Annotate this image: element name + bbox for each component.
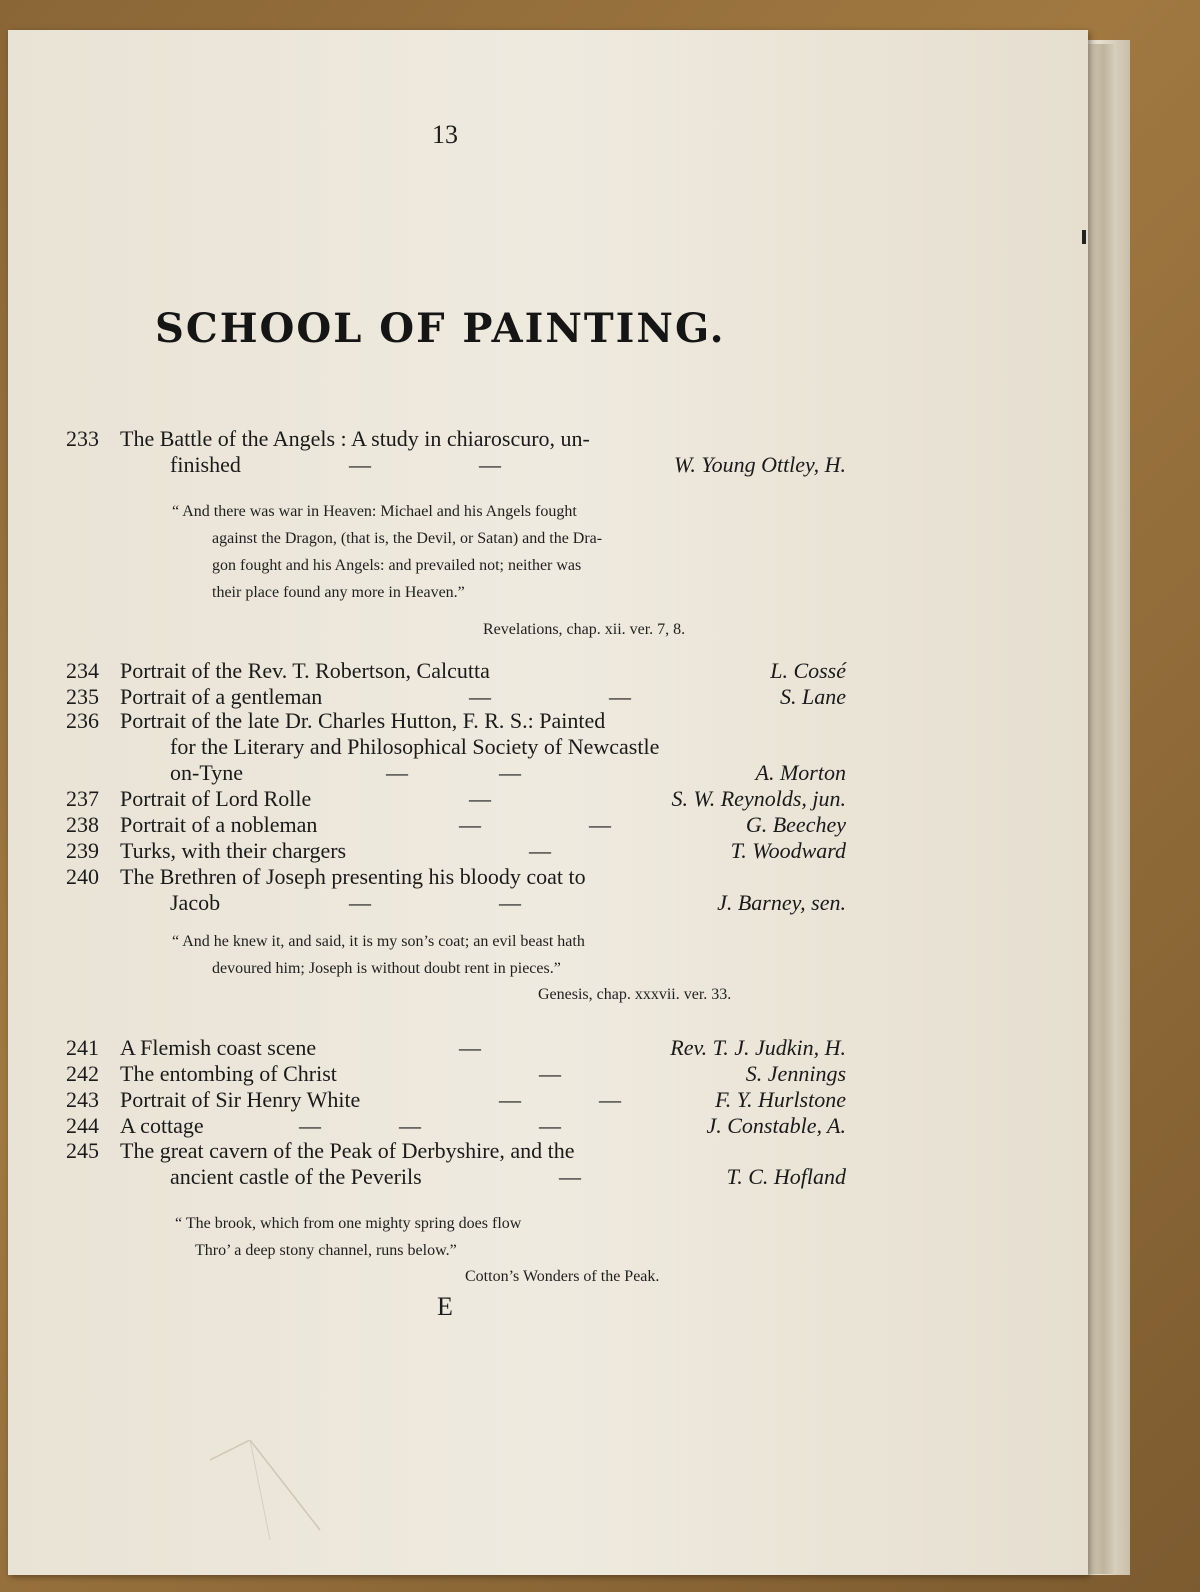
leader-dash: —: [386, 760, 408, 785]
entry-title: Portrait of the Rev. T. Robertson, Calcutta: [120, 658, 490, 683]
entry-number: 240: [66, 864, 99, 889]
entry-number: 241: [66, 1035, 99, 1060]
entry-number: 245: [66, 1138, 99, 1163]
entry-number: 238: [66, 812, 99, 837]
entry-number: 243: [66, 1087, 99, 1112]
catalogue-entry: [66, 426, 846, 478]
leader-dash: —: [459, 1035, 481, 1060]
artist-name: F. Y. Hurlstone: [715, 1087, 846, 1112]
entry-number: 239: [66, 838, 99, 863]
catalogue-entry: [66, 1138, 846, 1190]
entry-title-continued: ancient castle of the Peverils: [170, 1164, 422, 1189]
leader-dash: —: [559, 1164, 581, 1189]
quote-line: “ The brook, which from one mighty spring does flow: [175, 1215, 522, 1232]
artist-name: J. Barney, sen.: [717, 890, 846, 915]
leader-dash: —: [469, 684, 491, 709]
catalogue-entry: [66, 1087, 846, 1113]
quote-line: their place found any more in Heaven.”: [212, 584, 465, 601]
catalogue-entry: [66, 838, 846, 864]
entry-number: 244: [66, 1113, 99, 1138]
section-title: SCHOOL OF PAINTING.: [155, 305, 726, 352]
quotation: [172, 928, 585, 982]
entry-number: 233: [66, 426, 99, 451]
artist-name: L. Cossé: [770, 658, 846, 683]
entry-number: 242: [66, 1061, 99, 1086]
entry-title-continued: on-Tyne: [170, 760, 243, 785]
quote-line: “ And there was war in Heaven: Michael and his Angels fought: [172, 503, 577, 520]
leader-dash: —: [349, 890, 371, 915]
leader-dash: —: [499, 1087, 521, 1112]
leader-dash: —: [539, 1113, 561, 1138]
leader-dash: —: [539, 1061, 561, 1086]
entry-title: The Battle of the Angels : A study in chiaroscuro, un-: [120, 426, 590, 451]
leader-dash: —: [399, 1113, 421, 1138]
page-edge-shadow: [1088, 44, 1114, 1574]
signature-mark: E: [437, 1292, 453, 1321]
artist-name: Rev. T. J. Judkin, H.: [670, 1035, 846, 1060]
entry-title: Turks, with their chargers: [120, 838, 347, 863]
entry-title: Portrait of a gentleman: [120, 684, 323, 709]
entry-title-continued: for the Literary and Philosophical Society of Newcastle: [170, 734, 660, 759]
leader-dash: —: [499, 890, 521, 915]
leader-dash: —: [299, 1113, 321, 1138]
leader-dash: —: [599, 1087, 621, 1112]
entry-title: Portrait of a nobleman: [120, 812, 318, 837]
entry-title-continued: finished: [170, 452, 241, 477]
catalogue-entry: [66, 864, 846, 916]
entry-title: Portrait of Lord Rolle: [120, 786, 312, 811]
entry-number: 236: [66, 708, 99, 733]
entry-title: A Flemish coast scene: [120, 1035, 317, 1060]
artist-name: T. C. Hofland: [726, 1164, 846, 1189]
entry-number: 237: [66, 786, 99, 811]
leader-dash: —: [589, 812, 611, 837]
artist-name: S. Lane: [780, 684, 846, 709]
artist-name: A. Morton: [755, 760, 846, 785]
quote-citation: Cotton’s Wonders of the Peak.: [465, 1268, 660, 1285]
paper-crease: [210, 1440, 330, 1540]
entry-title-continued: Jacob: [170, 890, 221, 915]
catalogue-entry: [66, 812, 846, 838]
leader-dash: —: [349, 452, 371, 477]
artist-name: G. Beechey: [745, 812, 846, 837]
quotation: [172, 498, 602, 606]
quote-line: against the Dragon, (that is, the Devil, or Satan) and the Dra-: [212, 530, 603, 547]
catalogue-entry: [66, 1035, 846, 1061]
leader-dash: —: [459, 812, 481, 837]
quote-line: “ And he knew it, and said, it is my son’s coat; an evil beast hath: [172, 933, 585, 950]
entry-title: The Brethren of Joseph presenting his bloody coat to: [120, 864, 586, 889]
entry-title: A cottage: [120, 1113, 204, 1138]
artist-name: T. Woodward: [730, 838, 846, 863]
catalogue-entry: [66, 658, 846, 684]
entry-title: The entombing of Christ: [120, 1061, 337, 1086]
leader-dash: —: [609, 684, 631, 709]
leader-dash: —: [469, 786, 491, 811]
leader-dash: —: [499, 760, 521, 785]
entry-title: The great cavern of the Peak of Derbyshire, and the: [120, 1138, 575, 1163]
catalogue-entry: [66, 1113, 846, 1139]
leader-dash: —: [479, 452, 501, 477]
entry-title: Portrait of Sir Henry White: [120, 1087, 361, 1112]
catalogue-entry: [66, 1061, 846, 1087]
quotation: [175, 1210, 521, 1264]
page-number: 13: [432, 120, 458, 149]
quote-line: Thro’ a deep stony channel, runs below.”: [195, 1242, 457, 1259]
quote-line: devoured him; Joseph is without doubt rent in pieces.”: [212, 960, 561, 977]
catalogue-entry: [66, 786, 846, 812]
entry-number: 234: [66, 658, 99, 683]
artist-name: S. W. Reynolds, jun.: [671, 786, 846, 811]
binding-mark: [1082, 230, 1086, 244]
quote-line: gon fought and his Angels: and prevailed not; neither was: [212, 557, 582, 574]
catalogue-entry: [66, 708, 846, 786]
catalogue-entry: [66, 684, 846, 710]
artist-name: S. Jennings: [745, 1061, 846, 1086]
entry-title: Portrait of the late Dr. Charles Hutton, F. R. S.: Painted: [120, 708, 606, 733]
entry-number: 235: [66, 684, 99, 709]
quote-citation: Revelations, chap. xii. ver. 7, 8.: [483, 621, 686, 638]
leader-dash: —: [529, 838, 551, 863]
quote-citation: Genesis, chap. xxxvii. ver. 33.: [538, 986, 732, 1003]
artist-name: J. Constable, A.: [706, 1113, 846, 1138]
artist-name: W. Young Ottley, H.: [674, 452, 846, 477]
